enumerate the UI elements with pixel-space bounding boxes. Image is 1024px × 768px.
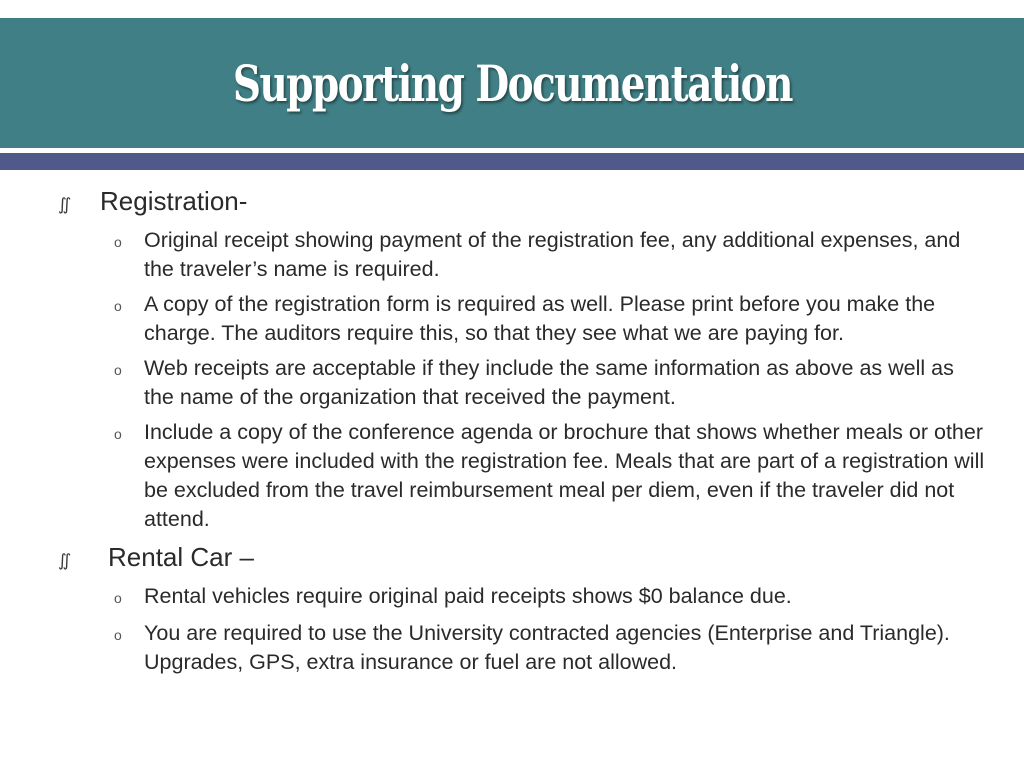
section-rental-car (58, 540, 988, 677)
slide-title: Supporting Documentation (232, 53, 792, 113)
list-item (114, 418, 988, 534)
list-item (114, 354, 988, 412)
list-item (114, 226, 988, 284)
sub-list (58, 582, 988, 677)
sub-list (58, 226, 988, 534)
bullet-item (58, 540, 988, 578)
list-item-text: A copy of the registration form is required as well. Please print before you make the charge. The auditors require this, so that they see what we are paying for. (144, 292, 936, 345)
list-item-text: You are required to use the University contracted agencies (Enterprise and Triangle). Upgrades, GPS, extra insurance or fuel are not allowed. (144, 621, 950, 674)
circle-bullet-icon: o (114, 362, 122, 378)
scroll-ornament-icon: ∬ (58, 551, 72, 571)
circle-bullet-icon: o (114, 426, 122, 442)
circle-bullet-icon: o (114, 627, 122, 643)
bullet-item (58, 184, 988, 222)
list-item-text: Original receipt showing payment of the registration fee, any additional expenses, and the traveler’s name is required. (144, 228, 961, 281)
list-item (114, 582, 988, 613)
circle-bullet-icon: o (114, 590, 122, 606)
circle-bullet-icon: o (114, 234, 122, 250)
scroll-ornament-icon: ∬ (58, 195, 72, 215)
section-registration (58, 184, 988, 534)
section-heading: Registration- (100, 186, 248, 216)
list-item-text: Web receipts are acceptable if they include the same information as above as well as the name of the organization that received the payment. (144, 356, 954, 409)
section-heading: Rental Car – (108, 542, 254, 572)
slide-content (58, 184, 988, 683)
title-bar (0, 18, 1024, 148)
list-item (114, 619, 988, 677)
list-item-text: Include a copy of the conference agenda or brochure that shows whether meals or other expenses were included with the registration fee. Meals that are part of a registration will be excluded from the travel reimbursement meal per diem, even if the traveler did not attend. (144, 420, 985, 531)
accent-stripe (0, 153, 1024, 170)
list-item-text: Rental vehicles require original paid receipts shows $0 balance due. (144, 584, 792, 608)
circle-bullet-icon: o (114, 298, 122, 314)
list-item (114, 290, 988, 348)
